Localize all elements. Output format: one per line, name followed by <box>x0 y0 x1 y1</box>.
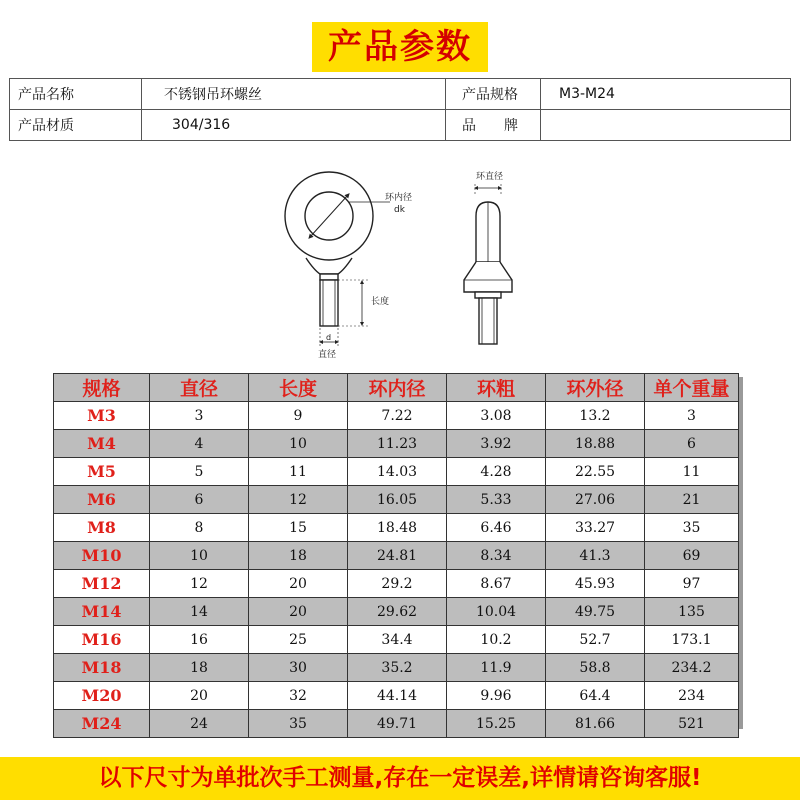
header-outer-diameter: 环外径 <box>546 374 645 402</box>
header-diameter: 直径 <box>150 374 249 402</box>
cell-unit-weight: 521 <box>645 710 739 738</box>
cell-diameter: 18 <box>150 654 249 682</box>
title-wrap <box>0 22 800 72</box>
table-row <box>54 654 739 682</box>
cell-ring-thickness: 11.9 <box>447 654 546 682</box>
footer-notice: 以下尺寸为单批次手工测量,存在一定误差,详情请咨询客服! <box>0 757 800 800</box>
cell-diameter: 24 <box>150 710 249 738</box>
cell-ring-thickness: 8.67 <box>447 570 546 598</box>
cell-diameter: 3 <box>150 402 249 430</box>
d-label: d <box>326 333 332 342</box>
cell-length: 11 <box>249 458 348 486</box>
table-row <box>54 458 739 486</box>
header-ring-thickness: 环粗 <box>447 374 546 402</box>
cell-inner-diameter: 35.2 <box>348 654 447 682</box>
cell-diameter: 20 <box>150 682 249 710</box>
product-name-label: 产品名称 <box>10 79 142 110</box>
spec-header-row <box>54 374 739 402</box>
header-inner-diameter: 环内径 <box>348 374 447 402</box>
cell-inner-diameter: 11.23 <box>348 430 447 458</box>
cell-ring-thickness: 5.33 <box>447 486 546 514</box>
cell-model: M16 <box>54 626 150 654</box>
header-unit-weight: 单个重量 <box>645 374 739 402</box>
cell-model: M6 <box>54 486 150 514</box>
header-model: 规格 <box>54 374 150 402</box>
product-brand-label: 品 牌 <box>446 110 541 141</box>
cell-outer-diameter: 49.75 <box>546 598 645 626</box>
cell-inner-diameter: 16.05 <box>348 486 447 514</box>
cell-length: 18 <box>249 542 348 570</box>
table-row <box>54 710 739 738</box>
cell-unit-weight: 97 <box>645 570 739 598</box>
spec-body <box>54 402 739 738</box>
cell-outer-diameter: 58.8 <box>546 654 645 682</box>
cell-unit-weight: 11 <box>645 458 739 486</box>
cell-outer-diameter: 45.93 <box>546 570 645 598</box>
cell-inner-diameter: 7.22 <box>348 402 447 430</box>
table-row <box>54 486 739 514</box>
cell-unit-weight: 35 <box>645 514 739 542</box>
cell-unit-weight: 173.1 <box>645 626 739 654</box>
cell-model: M4 <box>54 430 150 458</box>
cell-length: 20 <box>249 570 348 598</box>
cell-model: M14 <box>54 598 150 626</box>
cell-diameter: 6 <box>150 486 249 514</box>
cell-inner-diameter: 24.81 <box>348 542 447 570</box>
cell-length: 25 <box>249 626 348 654</box>
cell-diameter: 12 <box>150 570 249 598</box>
cell-model: M5 <box>54 458 150 486</box>
cell-diameter: 8 <box>150 514 249 542</box>
cell-unit-weight: 69 <box>645 542 739 570</box>
cell-length: 32 <box>249 682 348 710</box>
header-length: 长度 <box>249 374 348 402</box>
cell-ring-thickness: 8.34 <box>447 542 546 570</box>
diameter-label: 直径 <box>318 350 337 360</box>
cell-diameter: 14 <box>150 598 249 626</box>
cell-length: 20 <box>249 598 348 626</box>
cell-ring-thickness: 3.92 <box>447 430 546 458</box>
table-row <box>54 430 739 458</box>
product-brand-value <box>541 110 791 141</box>
product-material-value: 304/316 <box>142 110 446 141</box>
cell-model: M3 <box>54 402 150 430</box>
eye-bolt-diagram <box>250 162 550 368</box>
cell-inner-diameter: 44.14 <box>348 682 447 710</box>
cell-ring-thickness: 4.28 <box>447 458 546 486</box>
cell-outer-diameter: 18.88 <box>546 430 645 458</box>
cell-inner-diameter: 49.71 <box>348 710 447 738</box>
cell-unit-weight: 234 <box>645 682 739 710</box>
cell-outer-diameter: 41.3 <box>546 542 645 570</box>
side-view-drawing <box>464 184 512 344</box>
table-row <box>54 402 739 430</box>
cell-outer-diameter: 22.55 <box>546 458 645 486</box>
cell-ring-thickness: 6.46 <box>447 514 546 542</box>
cell-length: 9 <box>249 402 348 430</box>
cell-diameter: 4 <box>150 430 249 458</box>
dk-label: dk <box>394 205 405 215</box>
cell-length: 15 <box>249 514 348 542</box>
cell-unit-weight: 234.2 <box>645 654 739 682</box>
cell-length: 35 <box>249 710 348 738</box>
cell-unit-weight: 3 <box>645 402 739 430</box>
cell-length: 30 <box>249 654 348 682</box>
table-row <box>54 598 739 626</box>
cell-ring-thickness: 10.04 <box>447 598 546 626</box>
cell-diameter: 10 <box>150 542 249 570</box>
cell-outer-diameter: 27.06 <box>546 486 645 514</box>
product-material-label: 产品材质 <box>10 110 142 141</box>
cell-outer-diameter: 52.7 <box>546 626 645 654</box>
cell-inner-diameter: 14.03 <box>348 458 447 486</box>
table-row <box>54 514 739 542</box>
table-row <box>54 682 739 710</box>
cell-model: M12 <box>54 570 150 598</box>
cell-outer-diameter: 13.2 <box>546 402 645 430</box>
cell-ring-thickness: 15.25 <box>447 710 546 738</box>
cell-length: 12 <box>249 486 348 514</box>
length-label: 长度 <box>371 297 390 307</box>
cell-inner-diameter: 29.62 <box>348 598 447 626</box>
spec-table <box>53 373 739 738</box>
cell-outer-diameter: 64.4 <box>546 682 645 710</box>
cell-length: 10 <box>249 430 348 458</box>
cell-outer-diameter: 81.66 <box>546 710 645 738</box>
product-spec-label: 产品规格 <box>446 79 541 110</box>
cell-ring-thickness: 9.96 <box>447 682 546 710</box>
ring-thickness-label: 环直径 <box>476 172 504 182</box>
cell-diameter: 5 <box>150 458 249 486</box>
cell-inner-diameter: 18.48 <box>348 514 447 542</box>
cell-unit-weight: 6 <box>645 430 739 458</box>
cell-model: M18 <box>54 654 150 682</box>
cell-model: M20 <box>54 682 150 710</box>
cell-model: M10 <box>54 542 150 570</box>
product-name-value: 不锈钢吊环螺丝 <box>142 79 446 110</box>
cell-ring-thickness: 3.08 <box>447 402 546 430</box>
cell-model: M8 <box>54 514 150 542</box>
info-row <box>10 110 791 141</box>
table-row <box>54 542 739 570</box>
table-row <box>54 570 739 598</box>
table-row <box>54 626 739 654</box>
product-spec-value: M3-M24 <box>541 79 791 110</box>
cell-ring-thickness: 10.2 <box>447 626 546 654</box>
info-row <box>10 79 791 110</box>
front-view-drawing <box>285 172 390 346</box>
cell-outer-diameter: 33.27 <box>546 514 645 542</box>
product-info-table <box>9 78 791 141</box>
page-title: 产品参数 <box>312 22 488 72</box>
inner-diameter-label: 环内径 <box>385 193 413 203</box>
cell-model: M24 <box>54 710 150 738</box>
cell-inner-diameter: 29.2 <box>348 570 447 598</box>
cell-unit-weight: 135 <box>645 598 739 626</box>
cell-inner-diameter: 34.4 <box>348 626 447 654</box>
cell-diameter: 16 <box>150 626 249 654</box>
cell-unit-weight: 21 <box>645 486 739 514</box>
